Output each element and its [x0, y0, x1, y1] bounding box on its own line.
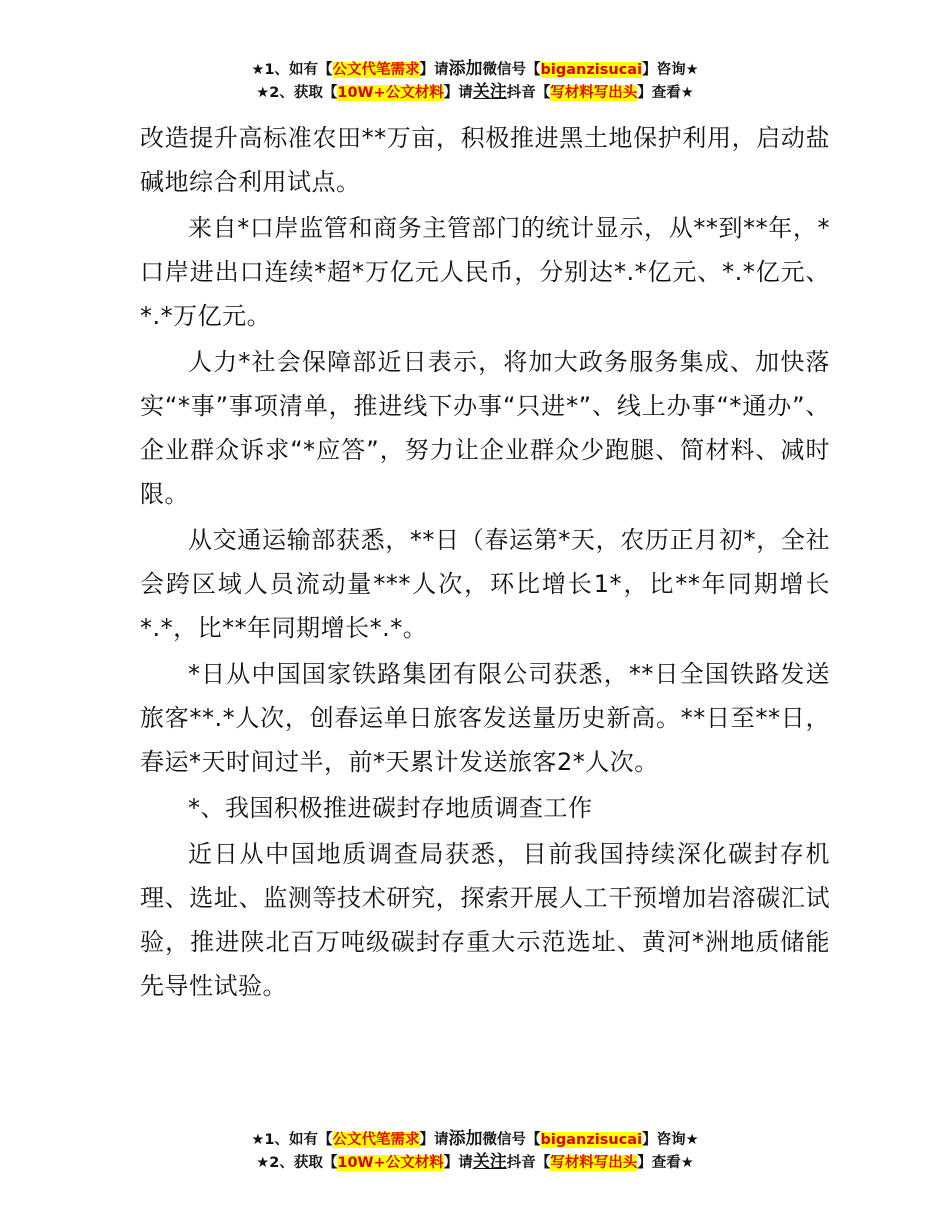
banner-text: 】请	[443, 85, 473, 101]
banner-text: 微信号【	[482, 1132, 541, 1148]
highlight-service: 公文代笔需求	[332, 1132, 420, 1148]
paragraph: 近日从中国地质调查局获悉，目前我国持续深化碳封存机理、选址、监测等技术研究，探索开展人工干预增加岩溶碳汇试验，推进陕北百万吨级碳封存重大示范选址、黄河*洲地质储能先导性试验。	[140, 840, 830, 1000]
banner-text: 】查看★	[637, 85, 694, 101]
highlight-douyin-id: 写材料写出头	[550, 1155, 638, 1171]
banner-emphasis: 关注	[472, 1152, 507, 1172]
banner-text: 】请	[443, 1155, 473, 1171]
highlight-douyin-id: 写材料写出头	[550, 85, 638, 101]
banner-text: 】请	[419, 1132, 449, 1148]
banner-emphasis: 关注	[472, 82, 507, 102]
banner-text: ★2、获取【	[256, 1155, 338, 1171]
banner-emphasis: 添加	[448, 59, 483, 79]
banner-text: 】请	[419, 62, 449, 78]
highlight-materials: 10W+公文材料	[337, 1155, 444, 1171]
banner-text: 】咨询★	[642, 1132, 699, 1148]
banner-text: 】咨询★	[642, 62, 699, 78]
banner-line-2	[0, 81, 950, 104]
banner-text: 抖音【	[506, 85, 551, 101]
banner-text: 抖音【	[506, 1155, 551, 1171]
banner-text: ★1、如有【	[251, 62, 333, 78]
paragraph: 人力*社会保障部近日表示，将加大政务服务集成、加快落实“*事”事项清单，推进线下办事“只进*”、线上办事“*通办”、企业群众诉求“*应答”，努力让企业群众少跑腿、简材料、减时限。	[140, 348, 830, 508]
highlight-materials: 10W+公文材料	[337, 85, 444, 101]
section-heading: *、我国积极推进碳封存地质调查工作	[188, 794, 593, 822]
banner-line-1	[0, 1128, 950, 1151]
highlight-service: 公文代笔需求	[332, 62, 420, 78]
footer-banner	[0, 1128, 950, 1174]
paragraph: 来自*口岸监管和商务主管部门的统计显示，从**到**年，*口岸进出口连续*超*万亿元人民币，分别达*.*亿元、*.*亿元、*.*万亿元。	[140, 214, 830, 330]
paragraph: 改造提升高标准农田**万亩，积极推进黑土地保护利用，启动盐碱地综合利用试点。	[140, 124, 830, 196]
paragraph: *日从中国国家铁路集团有限公司获悉，**日全国铁路发送旅客**.*人次，创春运单日旅客发送量历史新高。**日至**日，春运*天时间过半，前*天累计发送旅客2*人次。	[140, 660, 830, 776]
banner-emphasis: 添加	[448, 1129, 483, 1149]
banner-text: 微信号【	[482, 62, 541, 78]
highlight-wechat-id: biganzisucai	[540, 1132, 643, 1148]
banner-line-1	[0, 58, 950, 81]
banner-line-2	[0, 1151, 950, 1174]
banner-text: ★1、如有【	[251, 1132, 333, 1148]
banner-text: 】查看★	[637, 1155, 694, 1171]
document-body	[140, 116, 830, 1010]
highlight-wechat-id: biganzisucai	[540, 62, 643, 78]
paragraph: 从交通运输部获悉，**日（春运第*天，农历正月初*，全社会跨区域人员流动量***人次，环比增长1*，比**年同期增长*.*，比**年同期增长*.*。	[140, 526, 830, 642]
header-banner	[0, 58, 950, 104]
banner-text: ★2、获取【	[256, 85, 338, 101]
